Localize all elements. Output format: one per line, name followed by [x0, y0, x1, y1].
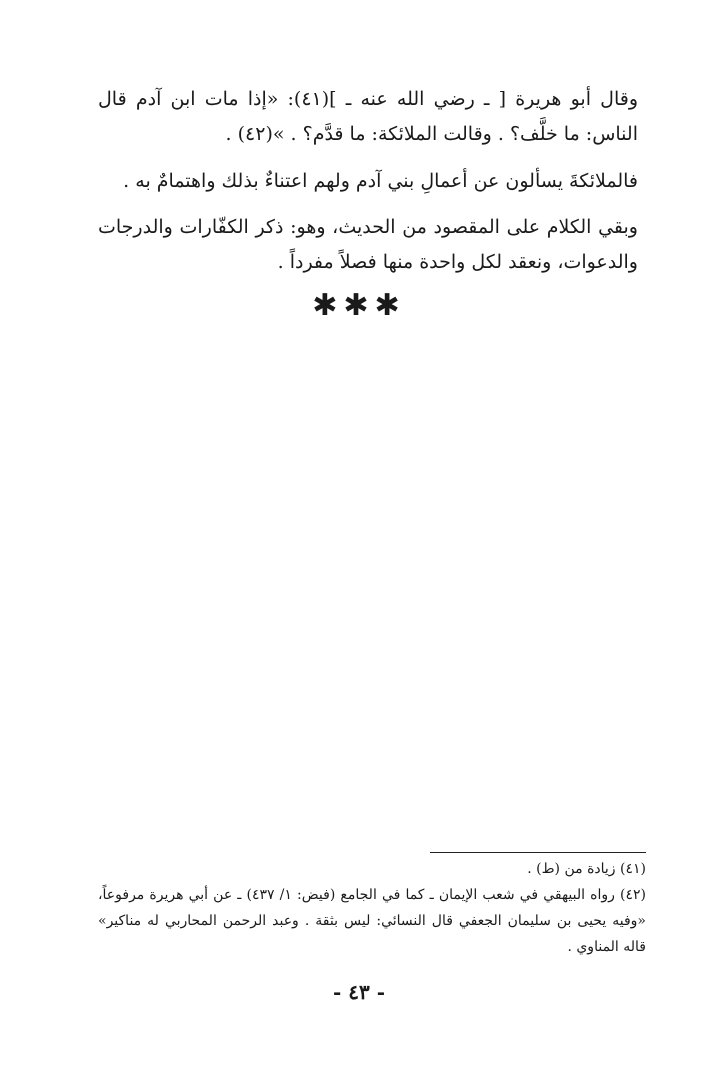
paragraph-abu-hurayra-quote: وقال أبو هريرة [ ـ رضي الله عنه ـ ](٤١): «إذا مات ابن آدم قال الناس: ما خلَّف؟ . وقالت الملائكة: ما قدَّم؟ . »(٤٢) .	[98, 88, 639, 145]
section-separator-stars: ✱✱✱	[312, 288, 406, 323]
paragraph-remaining-topics: وبقي الكلام على المقصود من الحديث، وهو: ذكر الكفّارات والدرجات والدعوات، ونعقد لكل واحدة منها فصلاً مفرداً .	[98, 216, 638, 273]
footnotes	[98, 856, 646, 960]
page-number: - ٤٣ -	[332, 980, 385, 1004]
footnote-42: (٤٢) رواه البيهقي في شعب الإيمان ـ كما في الجامع (فيض: ١/ ٤٣٧) ـ عن أبي هريرة مرفوعاً، «وفيه يحيى بن سليمان الجعفي قال النسائي: ليس بثقة . وعبد الرحمن المحاربي له مناكير» قاله المناوي .	[98, 887, 646, 955]
footnote-divider	[430, 852, 646, 853]
footnote-41: (٤١) زيادة من (ط) .	[527, 861, 646, 877]
paragraph-angels-ask: فالملائكةَ يسألون عن أعمالِ بني آدم ولهم اعتناءٌ بذلك واهتمامٌ به .	[123, 170, 638, 192]
